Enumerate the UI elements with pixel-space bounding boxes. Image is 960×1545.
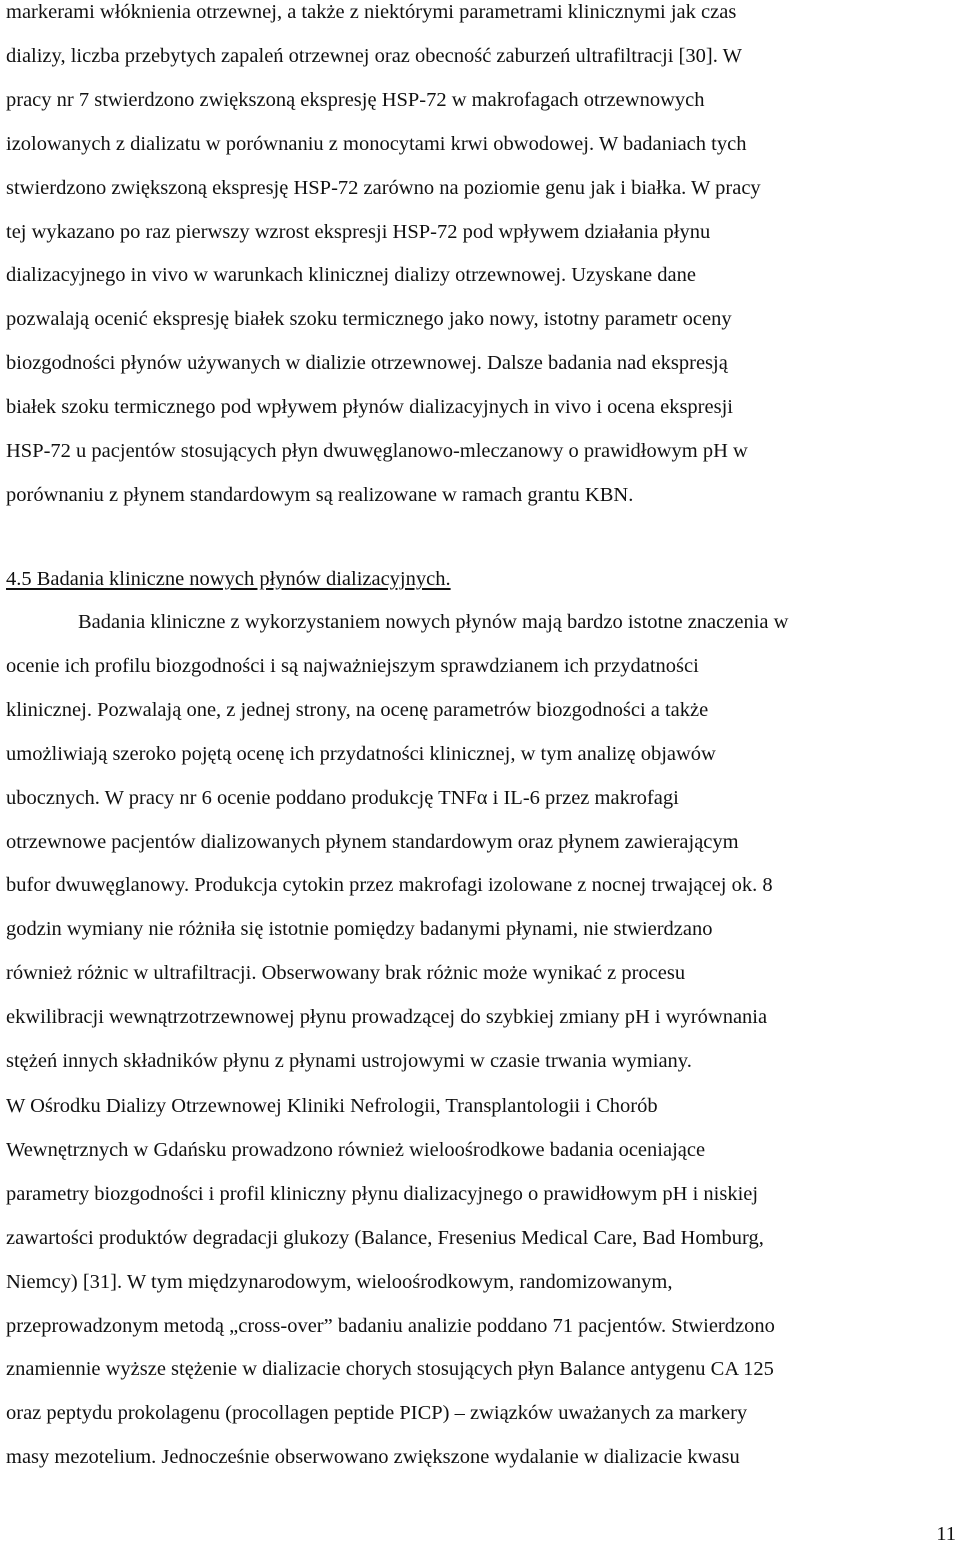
text-line: Badania kliniczne z wykorzystaniem nowych płynów mają bardzo istotne znaczenia w [78, 611, 789, 633]
text-line: parametry biozgodności i profil kliniczny płynu dializacyjnego o prawidłowym pH i niskiej [6, 1182, 759, 1205]
section-heading: 4.5 Badania kliniczne nowych płynów dializacyjnych. [6, 568, 451, 590]
text-line: również różnic w ultrafiltracji. Obserwowany brak różnic może wynikać z procesu [6, 962, 686, 985]
page-number: 11 [936, 1523, 956, 1545]
text-line: godzin wymiany nie różniła się istotnie pomiędzy badanymi płynami, nie stwierdzano [6, 918, 713, 941]
text-line: biozgodności płynów używanych w dializie otrzewnowej. Dalsze badania nad ekspresją [6, 352, 728, 375]
text-line: dializacyjnego in vivo w warunkach klinicznej dializy otrzewnowej. Uzyskane dane [6, 264, 696, 287]
text-line: znamiennie wyższe stężenie w dializacie chorych stosujących płyn Balance antygenu CA 125 [6, 1358, 774, 1381]
text-line: ubocznych. W pracy nr 6 ocenie poddano produkcję TNFα i IL-6 przez makrofagi [6, 786, 679, 809]
text-line: umożliwiają szeroko pojętą ocenę ich przydatności klinicznej, w tym analizę objawów [6, 742, 716, 765]
text-line: klinicznej. Pozwalają one, z jednej strony, na ocenę parametrów biozgodności a także [6, 698, 709, 721]
text-line: pracy nr 7 stwierdzono zwiększoną ekspresję HSP-72 w makrofagach otrzewnowych [6, 88, 705, 111]
text-line: dializy, liczba przebytych zapaleń otrzewnej oraz obecność zaburzeń ultrafiltracji [30]. W [6, 44, 742, 67]
text-line: markerami włóknienia otrzewnej, a także z niektórymi parametrami klinicznymi jak czas [6, 1, 737, 23]
text-line: bufor dwuwęglanowy. Produkcja cytokin przez makrofagi izolowane z nocnej trwającej ok. 8 [6, 874, 773, 897]
text-line: ekwilibracji wewnątrzotrzewnowej płynu prowadzącej do szybkiej zmiany pH i wyrównania [6, 1006, 768, 1029]
text-line: stwierdzono zwiększoną ekspresję HSP-72 zarówno na poziomie genu jak i białka. W pracy [6, 176, 761, 199]
text-line: ocenie ich profilu biozgodności i są najważniejszym sprawdzianem ich przydatności [6, 654, 699, 677]
text-line: zawartości produktów degradacji glukozy (Balance, Fresenius Medical Care, Bad Homburg, [6, 1226, 764, 1249]
text-line: Niemcy) [31]. W tym międzynarodowym, wieloośrodkowym, randomizowanym, [6, 1270, 673, 1293]
text-line: porównaniu z płynem standardowym są realizowane w ramach grantu KBN. [6, 483, 634, 506]
text-line: otrzewnowe pacjentów dializowanych płynem standardowym oraz płynem zawierającym [6, 830, 739, 853]
text-line: izolowanych z dializatu w porównaniu z monocytami krwi obwodowej. W badaniach tych [6, 132, 747, 155]
text-line: pozwalają ocenić ekspresję białek szoku termicznego jako nowy, istotny parametr oceny [6, 308, 732, 331]
text-line: W Ośrodku Dializy Otrzewnowej Kliniki Nefrologii, Transplantologii i Chorób [6, 1095, 658, 1117]
text-line: stężeń innych składników płynu z płynami ustrojowymi w czasie trwania wymiany. [6, 1050, 692, 1072]
text-line: przeprowadzonym metodą „cross-over” badaniu analizie poddano 71 pacjentów. Stwierdzono [6, 1314, 775, 1337]
text-line: masy mezotelium. Jednocześnie obserwowano zwiększone wydalanie w dializacie kwasu [6, 1446, 740, 1469]
text-line: Wewnętrznych w Gdańsku prowadzono również wieloośrodkowe badania oceniające [6, 1138, 706, 1161]
text-line: HSP-72 u pacjentów stosujących płyn dwuwęglanowo-mleczanowy o prawidłowym pH w [6, 440, 748, 462]
text-line: tej wykazano po raz pierwszy wzrost ekspresji HSP-72 pod wpływem działania płynu [6, 220, 711, 243]
text-line: oraz peptydu prokolagenu (procollagen peptide PICP) – związków uważanych za markery [6, 1402, 748, 1425]
text-line: białek szoku termicznego pod wpływem płynów dializacyjnych in vivo i ocena ekspresji [6, 396, 733, 419]
